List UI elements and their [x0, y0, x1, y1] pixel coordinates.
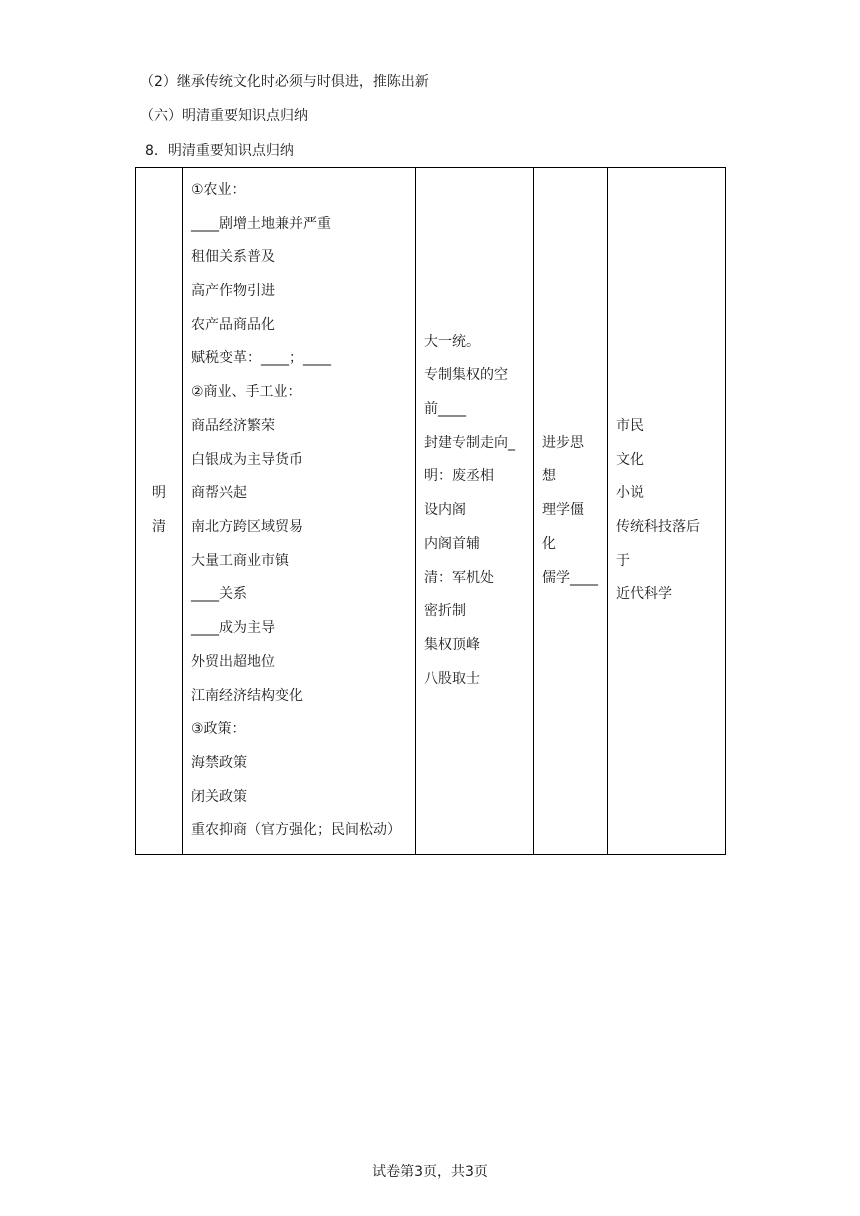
politics-line: 设内阁 [424, 502, 466, 519]
politics-line: 清：军机处 [424, 569, 494, 586]
culture-line: 于 [616, 552, 630, 569]
economy-line: 闭关政策 [191, 788, 247, 805]
politics-line: 八股取士 [424, 670, 480, 687]
politics-line: 明：废丞相 [424, 468, 494, 485]
economy-line: 大量工商业市镇 [191, 552, 289, 569]
politics-line: 大一统。 [424, 333, 480, 350]
economy-line: 商帮兴起 [191, 485, 247, 502]
culture-cell [608, 168, 726, 855]
economy-cell [183, 168, 416, 855]
politics-line: 密折制 [424, 603, 466, 620]
politics-line: 专制集权的空 [424, 367, 508, 384]
culture-line: 文化 [616, 451, 644, 468]
culture-line: 市民 [616, 417, 644, 434]
economy-line: 外贸出超地位 [191, 653, 275, 670]
intro-line-1: （2）继承传统文化时必须与时俱进，推陈出新 [140, 74, 429, 90]
economy-line: 江南经济结构变化 [191, 687, 303, 704]
economy-line: 商品经济繁荣 [191, 417, 275, 434]
thought-line: 化 [542, 535, 556, 552]
section-heading: （六）明清重要知识点归纳 [140, 108, 308, 124]
economy-line: 白银成为主导货币 [191, 451, 303, 468]
thought-cell [534, 168, 608, 855]
page-footer: 试卷第3页，共3页 [372, 1164, 488, 1180]
economy-line: 租佃关系普及 [191, 249, 275, 266]
thought-line: 理学僵 [542, 502, 584, 519]
question-heading: 8．明清重要知识点归纳 [145, 143, 294, 159]
thought-line: 想 [542, 468, 556, 485]
economy-line: 海禁政策 [191, 754, 247, 771]
table-row [136, 168, 726, 855]
culture-line: 传统科技落后 [616, 519, 700, 535]
economy-line: ____剧增土地兼并严重 [191, 215, 331, 232]
era-cell [136, 168, 183, 855]
economy-line: 农产品商品化 [191, 316, 275, 333]
economy-line: ____关系 [191, 586, 247, 603]
culture-line: 近代科学 [616, 586, 672, 603]
economy-line: 南北方跨区域贸易 [191, 519, 303, 535]
economy-line: 高产作物引进 [191, 283, 275, 300]
era-line: 明 [152, 485, 166, 502]
economy-line: ③政策： [191, 721, 246, 738]
economy-line: ①农业： [191, 181, 246, 198]
politics-line: 集权顶峰 [424, 636, 480, 653]
politics-line: 内阁首辅 [424, 535, 480, 552]
economy-line: 重农抑商（官方强化；民间松动） [191, 822, 401, 839]
knowledge-table [135, 167, 726, 855]
culture-line: 小说 [616, 485, 644, 502]
era-line: 清 [152, 519, 166, 535]
politics-line: 封建专制走向_ [424, 434, 515, 451]
politics-cell [416, 168, 534, 855]
economy-line: ____成为主导 [191, 620, 275, 637]
thought-line: 进步思 [542, 434, 584, 451]
economy-line: 赋税变革：____；____ [191, 350, 331, 367]
economy-line: ②商业、手工业： [191, 384, 302, 401]
politics-line: 前____ [424, 401, 466, 418]
thought-line: 儒学____ [542, 569, 598, 586]
